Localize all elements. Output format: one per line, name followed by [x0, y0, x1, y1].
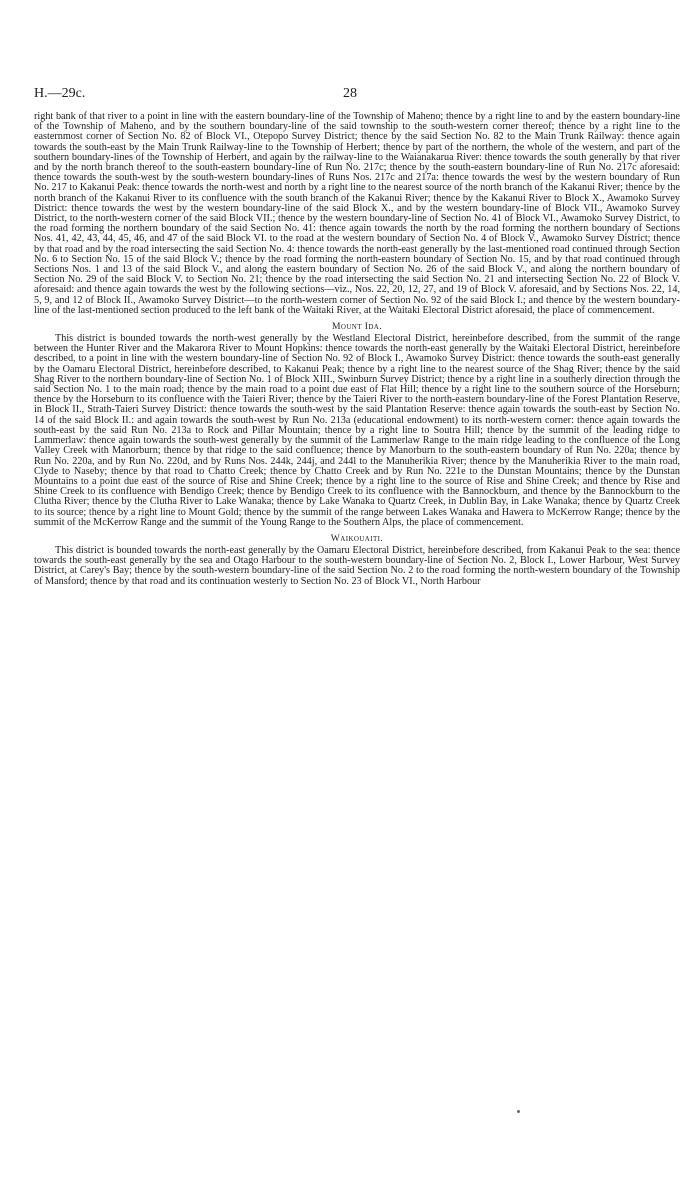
page-number: 28: [343, 86, 357, 101]
section-heading-text: Mount Ida.: [331, 321, 383, 333]
section-waikouaiti: [34, 533, 680, 587]
section-heading: [34, 533, 680, 544]
document-reference: H.—29c.: [34, 86, 86, 101]
section-paragraph: This district is bounded towards the north-east generally by the Oamaru Electoral District, hereinbefore described, from Kakanui Peak to the sea: thence towards the south-east generally by the sea and Otago Harbour to the south-western boundary-line of Section No. 2, Block I., Lower Harbour, West Survey District, at Carey's Bay; thence by the south-western boundary-line of the said Section No. 2 to the road forming the north-western boundary of the Township of Mansford; thence by that road and its continuation westerly to Section No. 23 of Block VI., North Harbour: [34, 544, 680, 587]
section-heading-text: Waikouaiti.: [330, 532, 384, 544]
body-text: [34, 112, 680, 587]
section-heading: [34, 321, 680, 332]
scan-speck: [517, 1110, 520, 1113]
section-paragraph: This district is bounded towards the north-west generally by the Westland Electoral District, hereinbefore described, from the summit of the range between the Hunter River and the Makarora River to Mount Hopkins: thence towards the north-east generally by the Waitaki Electoral District, hereinbefore described, to a point in line with the western boundary-line of Section No. 92 of Block I., Awamoko Survey District: thence towards the south-east generally by the Oamaru Electoral District, hereinbefore described, to Kakanui Peak; thence by a right line to the nearest source of the Shag River; thence by the said Shag River to the northern boundary-line of Section No. 1 of Block XIII., Swinburn Survey District; thence by a right line in a southerly direction through the said Section No. 1 to the main road; thence by the main road to a point due east of Flat Hill; thence by a right line to the southern source of the Horseburn; thence by the Horseburn to its confluence with the Taieri River; thence by the Taieri River to the north-eastern boundary-line of the Forest Plantation Reserve, in Block II., Strath-Taieri Survey District: thence towards the south-west by the said Plantation Reserve: thence again towards the south-east by Section No. 14 of the said Block II.: and again towards the south-west by Run No. 213a (educational endowment) to its north-western corner: thence again towards the south-east by the said Run No. 213a to Rock and Pillar Mountain; thence by a right line to Soutra Hill; thence by the summit of the leading ridge to Lammerlaw: thence again towards the south-west generally by the summit of the Lammerlaw Range to the main ridge leading to the confluence of the Long Valley Creek with Manorburn; thence by that ridge to the said confluence; thence by Manorburn to the south-eastern boundary of Run No. 220a; thence by Run No. 220a, and by Run No. 220d, and by Runs Nos. 244k, 244j, and 244l to the Manuherikia River; thence by the Manuherikia River to the main road, Clyde to Naseby; thence by that road to Chatto Creek; thence by Chatto Creek and by Run No. 221e to the Dunstan Mountains; thence by the Dunstan Mountains to a point due east of the source of Rise and Shine Creek; thence by a right line to the source of Rise and Shine Creek; and thence by Rise and Shine Creek to its confluence with Bendigo Creek; thence by Bendigo Creek to its confluence with the Bannockburn, and thence by the Bannockburn to the Clutha River; thence by the Clutha River to Lake Wanaka; thence by Lake Wanaka to Quartz Creek, in Dublin Bay, in Lake Wanaka; thence by Quartz Creek to its source; thence by a right line to Mount Gold; thence by the summit of the range between Lakes Wanaka and Hawera to McKerrow Range; thence by the summit of the McKerrow Range and the summit of the Young Range to the Southern Alps, the place of commencement.: [34, 333, 680, 528]
section-mount-ida: [34, 321, 680, 528]
continued-paragraph: right bank of that river to a point in line with the eastern boundary-line of the Township of Maheno; thence by a right line to and by the eastern boundary-line of the Township of Maheno, and by the southern boundary-line of the said township to the south-western corner thereof; thence by a right line to the easternmost corner of Section No. 82 of Block VI., Otepopo Survey District; thence by the said Section No. 82 to the Main Trunk Railway: thence again towards the south-east by the Main Trunk Railway-line to the Township of Herbert; thence by part of the northern, the whole of the western, and part of the southern boundary-lines of the Township of Herbert, and again by the railway-line to the Waianakarua River: thence towards the south generally by that river and by the north branch thereof to the south-eastern boundary-line of Run No. 217c; thence by the south-eastern boundary-line of Run No. 217c aforesaid: thence towards the south-west by the south-western boundary-lines of Runs Nos. 217c and 217a: thence towards the west by the western boundary of Run No. 217 to Kakanui Peak: thence towards the north-west and north by a right line to the nearest source of the north branch of the Kakanui River; thence by the north branch of the Kakanui River to its confluence with the south branch of the Kakanui River; thence by the Kakanui River to Block X., Awamoko Survey District: thence towards the west by the western boundary-line of the said Block X., and by the western boundary-line of Block VII., Awamoko Survey District, to the north-western corner of the said Block VII.; thence by the western boundary-line of Section No. 41 of Block VI., Awamoko Survey District, to the road forming the northern boundary of the said Section No. 41: thence again towards the north by the road forming the northern boundary of Sections Nos. 41, 42, 43, 44, 45, 46, and 47 of the said Block VI. to the road at the western boundary of Section No. 4 of Block V., Awamoko Survey District; thence by that road and by the road intersecting the said Section No. 4: thence towards the north-east generally by the last-mentioned road continued through Section No. 6 to Section No. 15 of the said Block V.; thence by the road forming the north-eastern boundary of Section No. 15, and by that road continued through Sections Nos. 1 and 13 of the said Block V., and along the eastern boundary of Section No. 26 of the said Block V., and along the northern boundary of Section No. 29 of the said Block V. to Section No. 21; thence by the road intersecting the said Section No. 21 and intersecting Section No. 22 of Block V. aforesaid: and thence again towards the west by the following sections—viz., Nos. 22, 20, 12, 27, and 19 of Block V. aforesaid, and by Sections Nos. 22, 14, 5, 9, and 12 of Block II., Awamoko Survey District—to the north-western corner of Section No. 92 of the said Block I.; and thence by the western boundary-line of the last-mentioned section produced to the left bank of the Waitaki River, at the Waitaki Electoral District aforesaid, the place of commencement.: [34, 111, 680, 316]
running-header: [34, 86, 666, 106]
